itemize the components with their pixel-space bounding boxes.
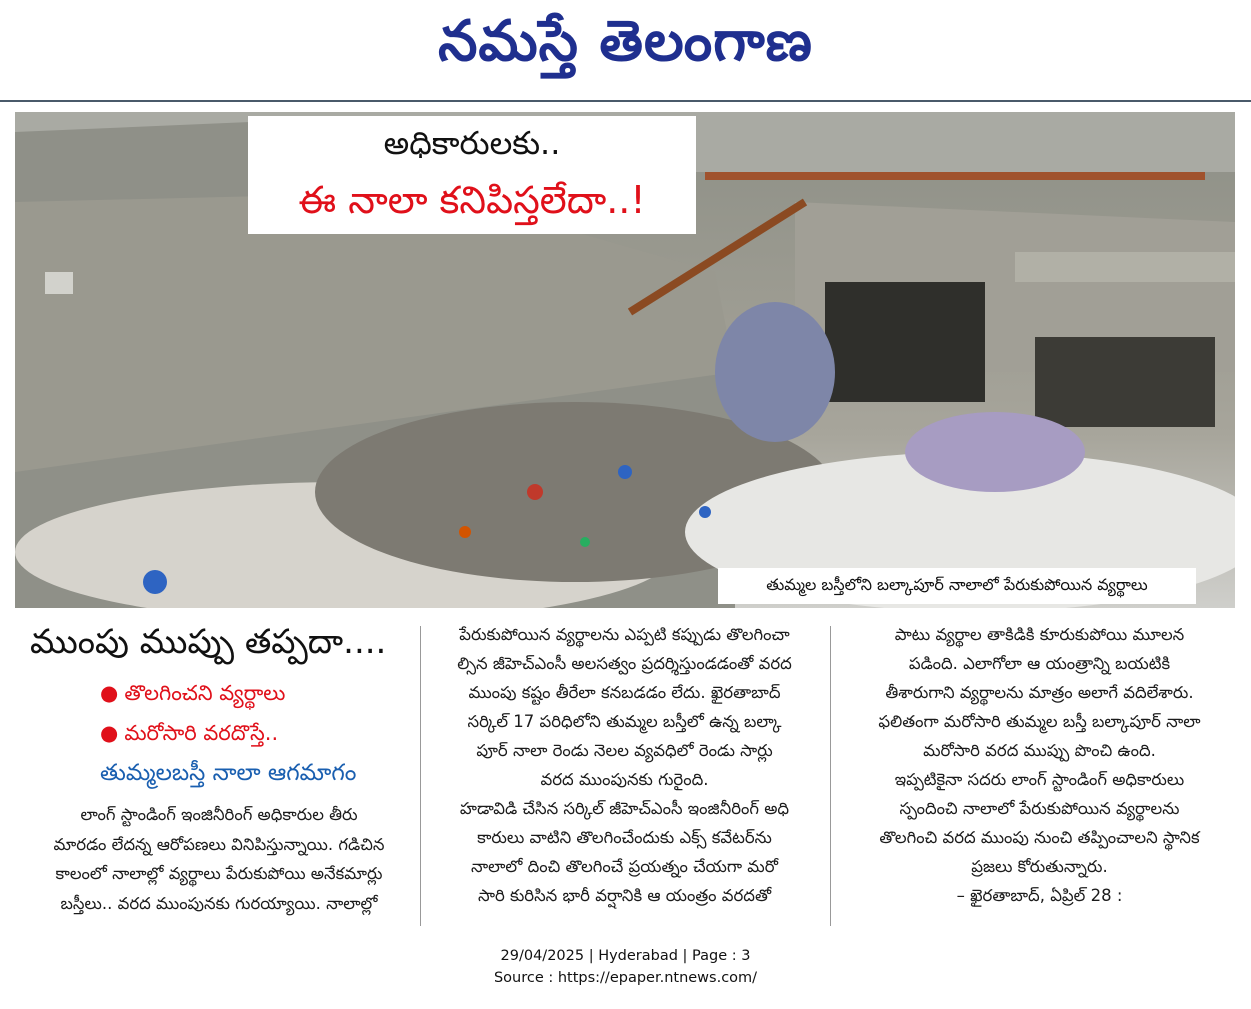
article-line: కారులు వాటిని తొలగించేందుకు ఎక్స్ కవేటర్‌ను xyxy=(477,828,772,847)
article-bullet-1-text: తొలగించని వ్యర్థాలు xyxy=(124,681,286,705)
article-bullet-2 xyxy=(100,721,278,751)
footer-publication-info: 29/04/2025 | Hyderabad | Page : 3 xyxy=(500,948,751,964)
article-line: మరోసారి వరద ముప్పు పొంచి ఉంది. xyxy=(923,741,1156,760)
article-line: పేరుకుపోయిన వ్యర్థాలను ఎప్పటి కప్పుడు తొలగించా xyxy=(459,625,790,644)
article-line: పూర్ నాలా రెండు నెలల వ్యవధిలో రెండు సార్లు xyxy=(476,741,773,760)
photo-headline-box xyxy=(248,116,696,234)
masthead-divider xyxy=(0,100,1251,102)
article-line: తీశారుగాని వ్యర్థాలను మాత్రం అలాగే వదిలేశారు. xyxy=(885,683,1194,702)
masthead xyxy=(0,0,1251,96)
article-bullet-2-text: మరోసారి వరదొస్తే.. xyxy=(124,721,279,745)
article-title: ముంపు ముప్పు తప్పదా.... xyxy=(30,622,387,662)
article-line: ముంపు కష్టం తీరేలా కనబడడం లేదు. ఖైరతాబాద్ xyxy=(468,683,781,702)
column-divider xyxy=(830,626,831,926)
article-line: మారడం లేదన్న ఆరోపణలు వినిపిస్తున్నాయి. గడిచిన xyxy=(53,834,385,854)
article-bullet-1 xyxy=(100,681,285,711)
article-subhead: తుమ్మలబస్తీ నాలా ఆగమాగం xyxy=(100,760,357,786)
footer-source: Source : https://epaper.ntnews.com/ xyxy=(493,970,758,986)
article-column-1 xyxy=(30,800,408,918)
article-line: సర్కిల్ 17 పరిధిలోని తుమ్మల బస్తీలో ఉన్న బల్కా xyxy=(467,712,782,731)
article-line: ఇప్పటికైనా సదరు లాంగ్ స్టాండింగ్ అధికారులు xyxy=(894,770,1185,789)
article-line: ల్సిన జీహెచ్ఎంసీ అలసత్వం ప్రదర్శిస్తుండడంతో వరద xyxy=(457,654,792,673)
bullet-dot-icon: ● xyxy=(100,681,119,705)
article-line: పాటు వ్యర్థాల తాకిడికి కూరుకుపోయి మూలన xyxy=(894,625,1185,644)
article-line: బస్తీలు.. వరద ముంపునకు గురయ్యాయి. నాలాల్లో xyxy=(60,893,378,913)
article-line: వరద ముంపునకు గురైంది. xyxy=(540,770,709,789)
headline-line-1: అధికారులకు.. xyxy=(383,124,561,162)
article-line: సారి కురిసిన భారీ వర్షానికి ఆ యంత్రం వరదతో xyxy=(477,886,772,905)
article-line: తొలగించి వరద ముంపు నుంచి తప్పించాలని స్థానిక xyxy=(879,828,1200,847)
photo-caption: తుమ్మల బస్తీలోని బల్కాపూర్ నాలాలో పేరుకుపోయిన వ్యర్థాలు xyxy=(718,568,1196,604)
article-line: స్పందించి నాలాలో పేరుకుపోయిన వ్యర్థాలను xyxy=(899,799,1180,818)
article-line: ప్రజలు కోరుతున్నారు. xyxy=(971,857,1108,876)
headline-line-2: ఈ నాలా కనిపిస్తలేదా..! xyxy=(298,178,646,222)
article-column-2 xyxy=(432,620,817,910)
bullet-dot-icon: ● xyxy=(100,721,119,745)
article-line: ఫలితంగా మరోసారి తుమ్మల బస్తీ బల్కాపూర్ నాలా xyxy=(878,712,1201,731)
article-line: హడావిడి చేసిన సర్కిల్ జీహెచ్ఎంసీ ఇంజినీరింగ్ అధి xyxy=(459,799,790,818)
article-line: నాలాలో దించి తొలగించే ప్రయత్నం చేయగా మరో xyxy=(471,857,778,876)
article-line: లాంగ్ స్టాండింగ్ ఇంజినీరింగ్ అధికారుల తీరు xyxy=(80,805,358,824)
article-dateline: – ఖైరతాబాద్, ఏప్రిల్ 28 : xyxy=(956,886,1123,905)
article-line: కాలంలో నాలాల్లో వ్యర్థాలు పేరుకుపోయి అనేకమార్లు xyxy=(55,864,383,883)
masthead-title: నమస్తే తెలంగాణ xyxy=(438,8,813,74)
article-line: పడింది. ఎలాగోలా ఆ యంత్రాన్ని బయటికి xyxy=(908,654,1171,673)
column-divider xyxy=(420,626,421,926)
article-column-3 xyxy=(842,620,1237,910)
